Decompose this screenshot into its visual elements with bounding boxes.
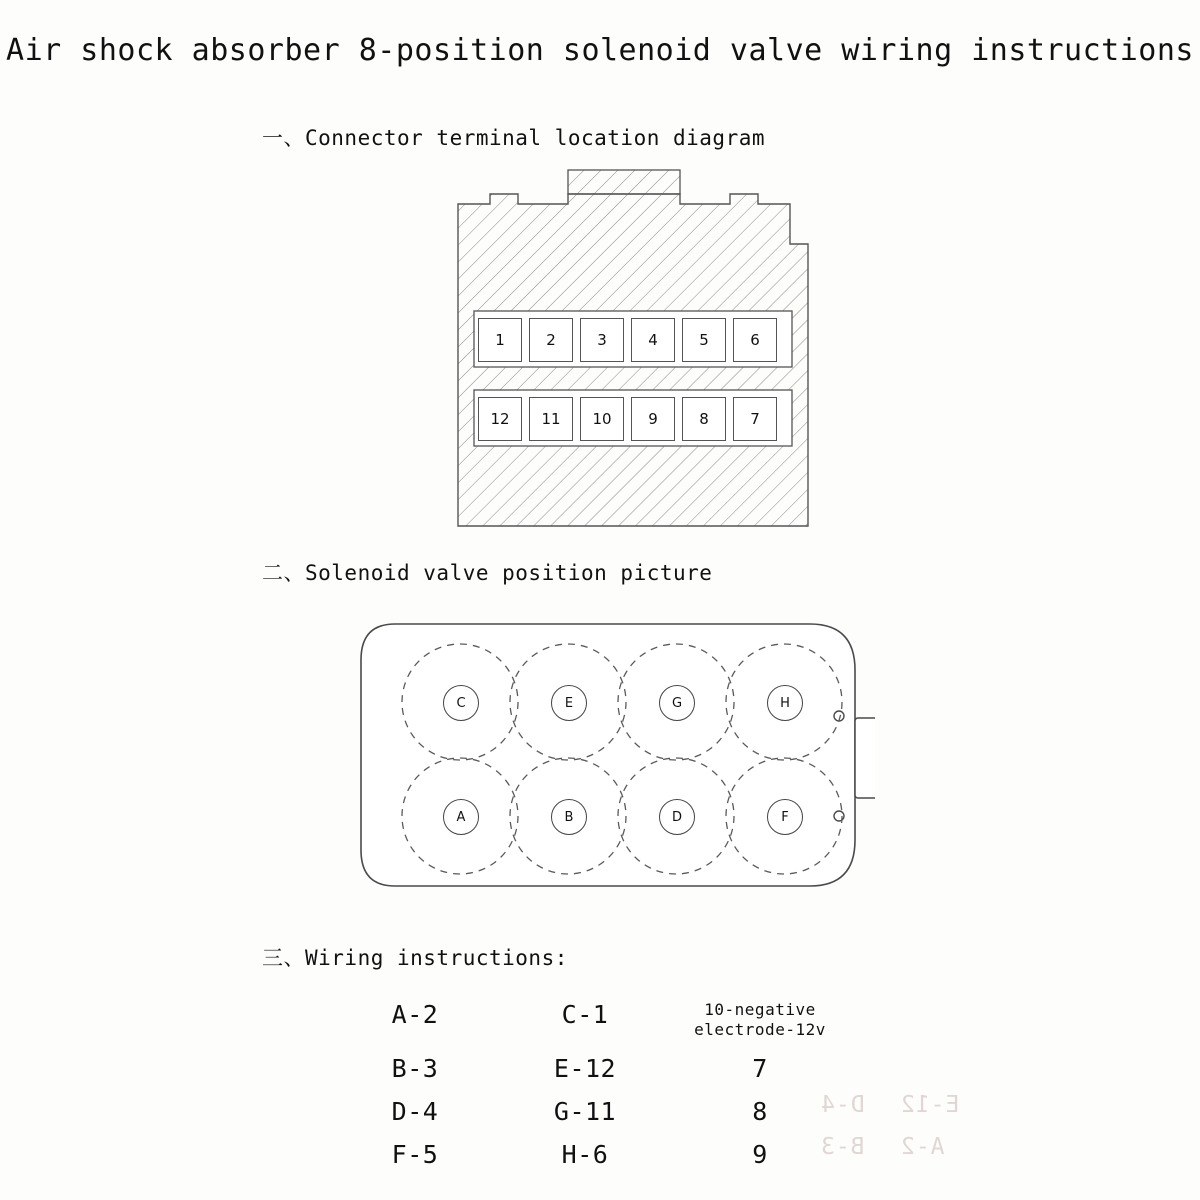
- connector-pin-2: 2: [529, 318, 573, 362]
- wiring-cell-7: 7: [752, 1054, 768, 1083]
- wiring-cell-d4: D-4: [391, 1097, 439, 1126]
- table-row: [330, 1054, 850, 1083]
- bleedthrough-text-1: D-4: [820, 1092, 865, 1118]
- wiring-note-negative-electrode: 10-negative electrode-12v: [694, 1000, 826, 1039]
- table-row: [330, 1140, 850, 1169]
- solenoid-label-f: F: [767, 799, 803, 835]
- section-heading-connector: 一、Connector terminal location diagram: [262, 126, 766, 150]
- connector-pin-7: 7: [733, 397, 777, 441]
- connector-pin-10: 10: [580, 397, 624, 441]
- wiring-instructions-table: [330, 1000, 850, 1183]
- wiring-cell-9: 9: [752, 1140, 768, 1169]
- connector-pin-9: 9: [631, 397, 675, 441]
- solenoid-label-e: E: [551, 685, 587, 721]
- connector-pin-11: 11: [529, 397, 573, 441]
- table-row: [330, 1097, 850, 1126]
- wiring-cell-b3: B-3: [391, 1054, 439, 1083]
- page-title: Air shock absorber 8-position solenoid valve wiring instructions: [6, 33, 1194, 68]
- solenoid-label-c: C: [443, 685, 479, 721]
- wiring-cell-g11: G-11: [553, 1097, 617, 1126]
- table-row: [330, 1000, 850, 1040]
- wiring-cell-e12: E-12: [553, 1054, 617, 1083]
- wiring-cell-a2: A-2: [391, 1000, 439, 1029]
- bleedthrough-text-3: B-3: [820, 1134, 865, 1160]
- wiring-cell-f5: F-5: [391, 1140, 439, 1169]
- solenoid-label-b: B: [551, 799, 587, 835]
- solenoid-label-a: A: [443, 799, 479, 835]
- section-heading-wiring: 三、Wiring instructions:: [262, 946, 568, 970]
- solenoid-label-d: D: [659, 799, 695, 835]
- connector-pin-3: 3: [580, 318, 624, 362]
- section-heading-solenoid: 二、Solenoid valve position picture: [262, 561, 713, 585]
- wiring-cell-h6: H-6: [561, 1140, 609, 1169]
- solenoid-label-g: G: [659, 685, 695, 721]
- wiring-cell-c1: C-1: [561, 1000, 609, 1029]
- solenoid-position-diagram: [355, 618, 875, 893]
- connector-pin-12: 12: [478, 397, 522, 441]
- connector-terminal-diagram: [450, 168, 816, 528]
- bleedthrough-text-4: A-2: [900, 1134, 945, 1160]
- bleedthrough-text-2: E-12: [900, 1092, 960, 1118]
- connector-pin-5: 5: [682, 318, 726, 362]
- connector-pin-8: 8: [682, 397, 726, 441]
- connector-pin-6: 6: [733, 318, 777, 362]
- solenoid-label-h: H: [767, 685, 803, 721]
- connector-pin-1: 1: [478, 318, 522, 362]
- connector-pin-4: 4: [631, 318, 675, 362]
- wiring-cell-8: 8: [752, 1097, 768, 1126]
